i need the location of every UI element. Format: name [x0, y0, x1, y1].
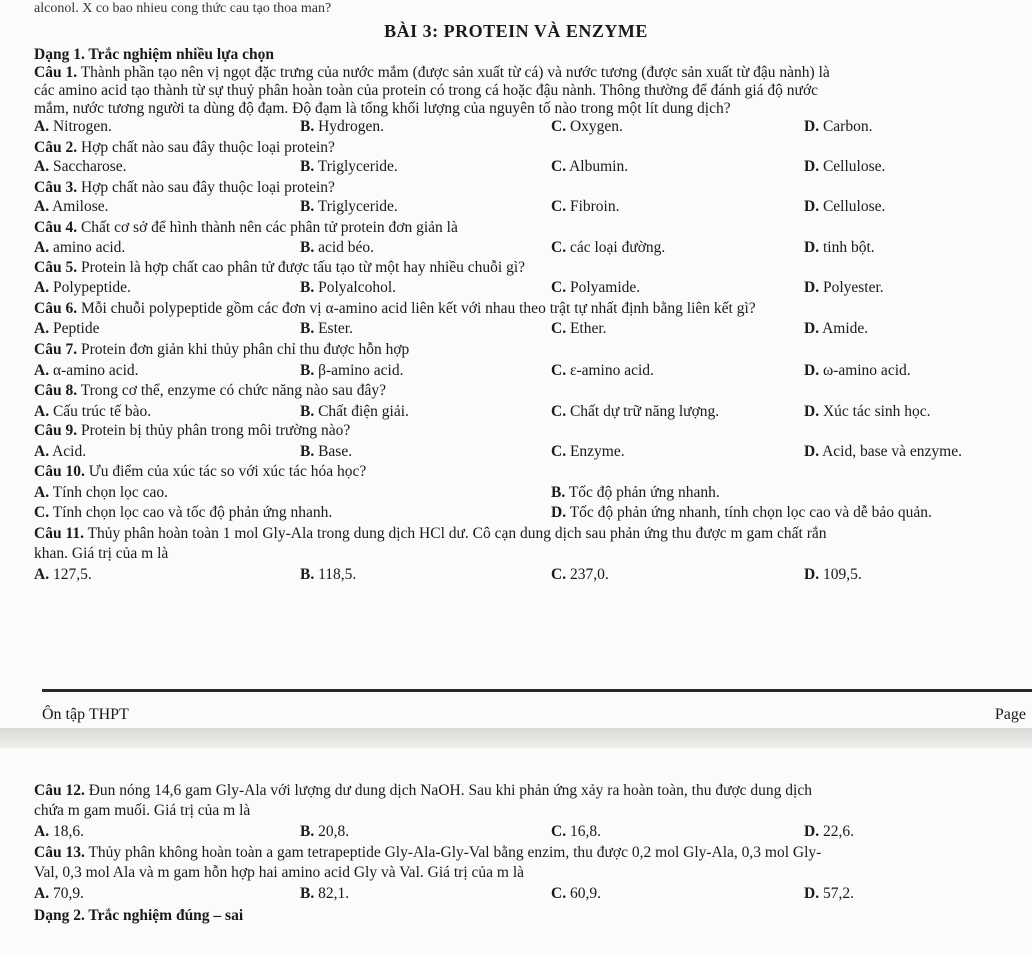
- question-8: Câu 8. Trong cơ thể, enzyme có chức năng nào sau đây?: [34, 382, 386, 399]
- option-b: B. β-amino acid.: [300, 362, 404, 379]
- option-b: B. acid béo.: [300, 239, 375, 256]
- option-a: A. Cấu trúc tế bào.: [34, 403, 152, 420]
- option-c: C. Ether.: [551, 320, 607, 337]
- footer-page-label: Page: [994, 706, 1026, 723]
- option-c: C. 16,8.: [551, 823, 601, 840]
- question-1-line-3: mắm, nước tương người ta dùng độ đạm. Độ đạm là tổng khối lượng của nguyên tố nào trong một lít dung dịch?: [34, 100, 731, 117]
- option-a: A. Nitrogen.: [34, 118, 112, 135]
- option-c: C. Albumin.: [551, 158, 629, 175]
- option-b: B. Base.: [300, 443, 353, 460]
- option-c: C. 237,0.: [551, 566, 609, 583]
- option-b: B. Tốc độ phản ứng nhanh.: [551, 484, 720, 501]
- option-a: A. Polypeptide.: [34, 279, 131, 296]
- question-1: Câu 1. Thành phần tạo nên vị ngọt đặc trưng của nước mắm (được sản xuất từ cá) và nước tương (được sản xuất từ đậu nành) là: [34, 64, 830, 81]
- question-3: Câu 3. Hợp chất nào sau đây thuộc loại protein?: [34, 179, 335, 196]
- option-d: D. Tốc độ phản ứng nhanh, tính chọn lọc cao và dễ bảo quản.: [551, 504, 932, 521]
- question-4: Câu 4. Chất cơ sở để hình thành nên các phân tử protein đơn giản là: [34, 219, 458, 236]
- option-d: D. ω-amino acid.: [804, 362, 911, 379]
- section-heading-2: Dạng 2. Trắc nghiệm đúng – sai: [34, 907, 244, 924]
- option-c: C. Tính chọn lọc cao và tốc độ phản ứng nhanh.: [34, 504, 333, 521]
- question-13: Câu 13. Thủy phân không hoàn toàn a gam tetrapeptide Gly-Ala-Gly-Val bằng enzim, thu được 0,2 mol Gly-Ala, 0,3 mol Gly-: [34, 844, 822, 861]
- option-b: B. Ester.: [300, 320, 353, 337]
- cutoff-line: alconol. X co bao nhieu cong thức cau tạo thoa man?: [34, 1, 332, 16]
- footer-rule: [42, 689, 1032, 692]
- question-12: Câu 12. Đun nóng 14,6 gam Gly-Ala với lượng dư dung dịch NaOH. Sau khi phản ứng xảy ra hoàn toàn, thu được dung dịch: [34, 782, 812, 799]
- page-bottom: [0, 748, 1032, 955]
- option-d: D. tinh bột.: [804, 239, 875, 256]
- page-gap: [0, 728, 1032, 748]
- question-7: Câu 7. Protein đơn giản khi thủy phân chỉ thu được hỗn hợp: [34, 341, 410, 358]
- question-1-line-2: các amino acid tạo thành từ sự thuỷ phân hoàn toàn của protein có trong cá hoặc đậu nành. Thông thường để đánh giá độ nước: [34, 82, 819, 99]
- option-c: C. Polyamide.: [551, 279, 641, 296]
- option-a: A. Peptide: [34, 320, 100, 337]
- option-a: A. Tính chọn lọc cao.: [34, 484, 169, 501]
- question-11-line-2: khan. Giá trị của m là: [34, 545, 169, 562]
- question-9: Câu 9. Protein bị thủy phân trong môi trường nào?: [34, 422, 351, 439]
- option-b: B. Chất điện giải.: [300, 403, 409, 420]
- option-d: D. Polyester.: [804, 279, 884, 296]
- option-b: B. 20,8.: [300, 823, 350, 840]
- option-d: D. Cellulose.: [804, 198, 886, 215]
- option-a: A. 70,9.: [34, 885, 84, 902]
- option-a: A. α-amino acid.: [34, 362, 139, 379]
- option-d: D. Cellulose.: [804, 158, 886, 175]
- option-c: C. 60,9.: [551, 885, 601, 902]
- question-12-line-2: chứa m gam muối. Giá trị của m là: [34, 802, 251, 819]
- option-c: C. các loại đường.: [551, 239, 666, 256]
- question-5: Câu 5. Protein là hợp chất cao phân tử được tấu tạo từ một hay nhiều chuỗi gì?: [34, 259, 526, 276]
- option-d: D. Acid, base và enzyme.: [804, 443, 962, 460]
- option-b: B. 118,5.: [300, 566, 357, 583]
- option-b: B. Polyalcohol.: [300, 279, 397, 296]
- option-d: D. 22,6.: [804, 823, 854, 840]
- option-c: C. Oxygen.: [551, 118, 623, 135]
- option-b: B. Triglyceride.: [300, 198, 398, 215]
- section-heading-1: Dạng 1. Trắc nghiệm nhiều lựa chọn: [34, 46, 274, 63]
- question-11: Câu 11. Thủy phân hoàn toàn 1 mol Gly-Ala trong dung dịch HCl dư. Cô cạn dung dịch sau phản ứng thu được m gam chất rắn: [34, 525, 827, 542]
- option-d: D. Amide.: [804, 320, 869, 337]
- option-a: A. 18,6.: [34, 823, 84, 840]
- option-c: C. ε-amino acid.: [551, 362, 654, 379]
- question-13-line-2: Val, 0,3 mol Ala và m gam hỗn hợp hai amino acid Gly và Val. Giá trị của m là: [34, 864, 525, 881]
- option-c: C. Chất dự trữ năng lượng.: [551, 403, 720, 420]
- option-a: A. amino acid.: [34, 239, 126, 256]
- question-10: Câu 10. Ưu điểm của xúc tác so với xúc tác hóa học?: [34, 463, 367, 480]
- option-d: D. Carbon.: [804, 118, 873, 135]
- footer-left: Ôn tập THPT: [42, 706, 129, 723]
- option-b: B. Hydrogen.: [300, 118, 384, 135]
- option-b: B. Triglyceride.: [300, 158, 398, 175]
- option-d: D. 109,5.: [804, 566, 862, 583]
- question-6: Câu 6. Mỗi chuỗi polypeptide gồm các đơn vị α-amino acid liên kết với nhau theo trật tự nhất định bằng liên kết gì?: [34, 300, 756, 317]
- option-a: A. Saccharose.: [34, 158, 127, 175]
- page-title: BÀI 3: PROTEIN VÀ ENZYME: [384, 21, 648, 41]
- option-a: A. Acid.: [34, 443, 87, 460]
- option-d: D. Xúc tác sinh học.: [804, 403, 931, 420]
- option-c: C. Fibroin.: [551, 198, 620, 215]
- option-b: B. 82,1.: [300, 885, 350, 902]
- option-a: A. Amilose.: [34, 198, 109, 215]
- option-c: C. Enzyme.: [551, 443, 625, 460]
- question-2: Câu 2. Hợp chất nào sau đây thuộc loại protein?: [34, 139, 335, 156]
- option-d: D. 57,2.: [804, 885, 854, 902]
- option-a: A. 127,5.: [34, 566, 92, 583]
